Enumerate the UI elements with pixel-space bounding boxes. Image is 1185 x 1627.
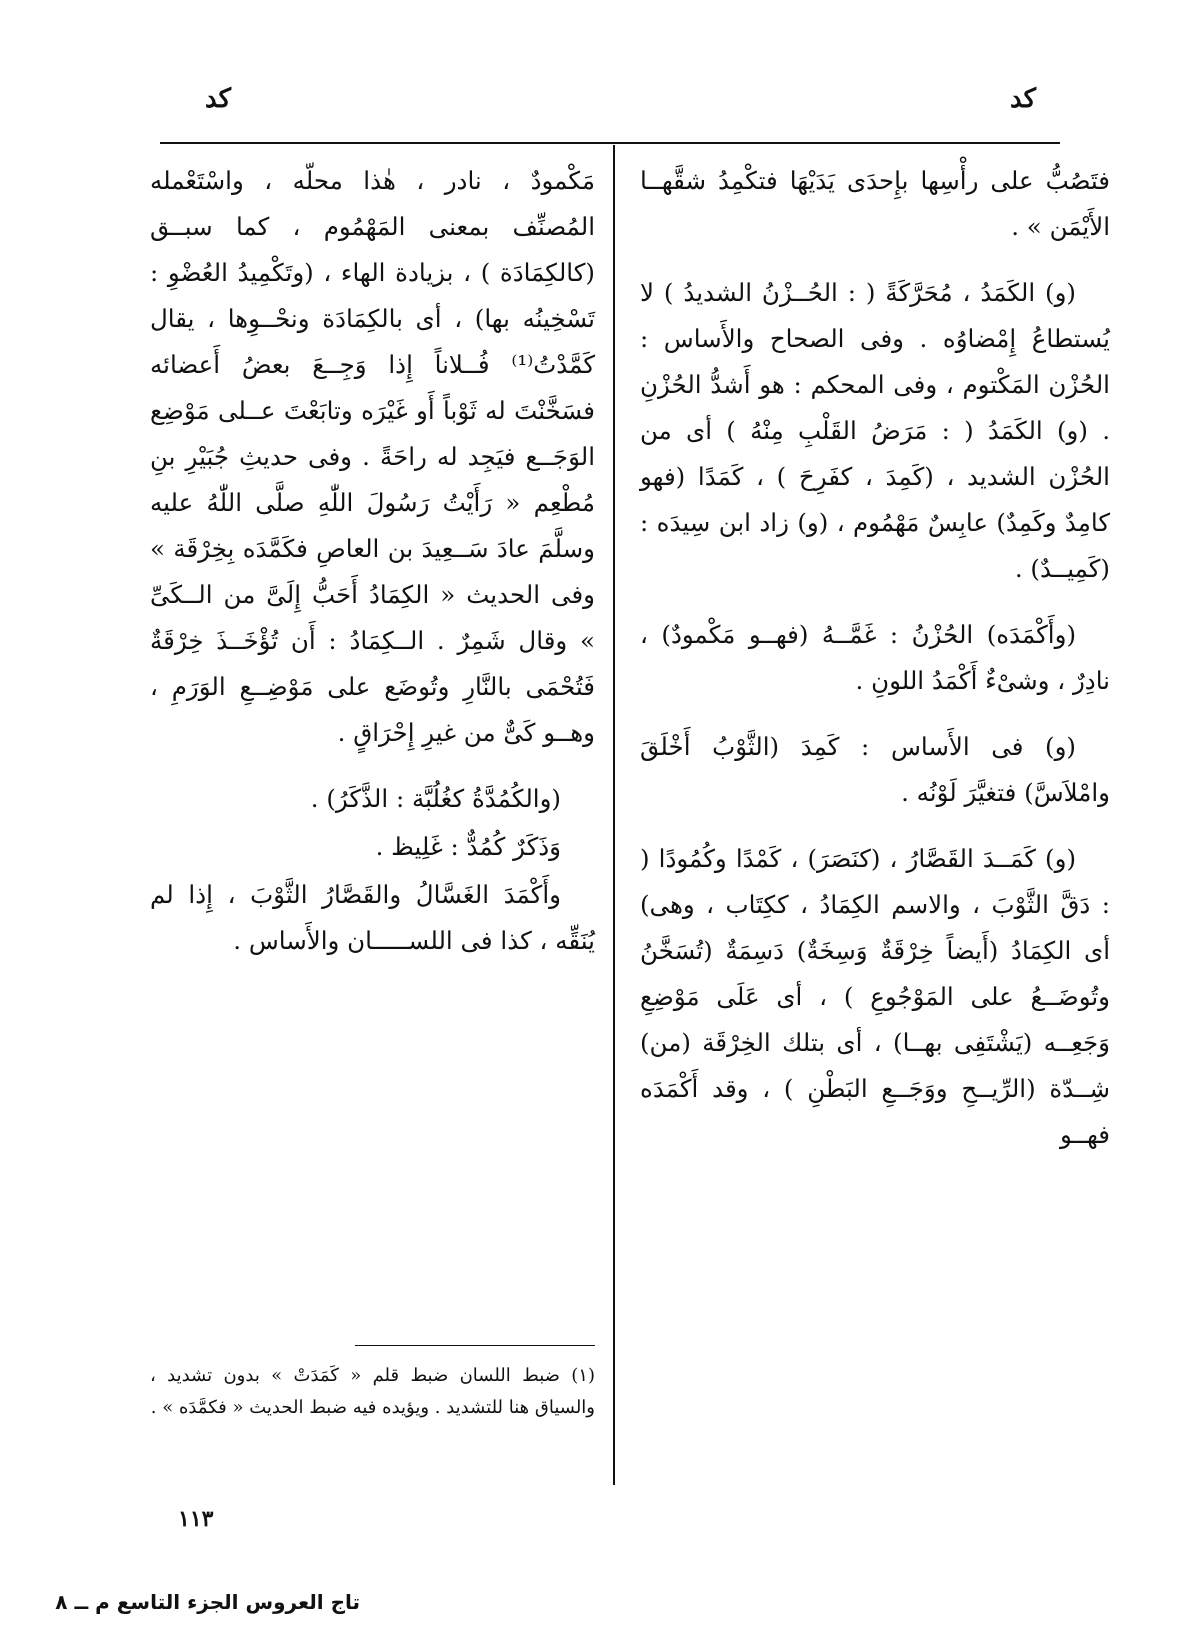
right-column bbox=[640, 158, 1110, 1178]
paragraph: (و) كَمَــدَ القَصَّارُ ، (كنَصَرَ) ، كَمْدًا وكُمُودًا ( : دَقَّ الثَّوْبَ ، والاسم الكِمَادُ ، ككِتَاب ، وهى) أى الكِمَادُ (أَيضاً خِرْقَةٌ وَسِخَةٌ) دَسِمَةٌ (تُسَخَّنُ وتُوضَــعُ على المَوْجُوعِ ) ، أى عَلَى مَوْضِعِ وَجَعِــه (يَشْتَفِى بهــا) ، أى بتلك الخِرْقَة (من) شِــدّة (الرِّيــحِ ووَجَــعِ البَطْنِ ) ، وقد أَكْمَدَه فهــو bbox=[640, 844, 1110, 1149]
column-divider bbox=[613, 145, 615, 1485]
paragraph: وأَكْمَدَ الغَسَّالُ والقَصَّارُ الثَّوْبَ ، إِذا لم يُنَقِّه ، كذا فى اللســـــان والأَساس . bbox=[150, 880, 595, 955]
running-header-left: كد bbox=[205, 84, 232, 114]
paragraph: (وأَكْمَدَه) الحُزْنُ : غَمَّــهُ (فهــو مَكْمودٌ) ، نادِرٌ ، وشىْءٌ أَكْمَدُ اللونِ . bbox=[640, 620, 1110, 695]
paragraph: (والكُمُدَّةُ كغُلُبَّة : الذَّكَرُ) . bbox=[310, 784, 561, 813]
left-column bbox=[150, 158, 595, 984]
paragraph: (و) الكَمَدُ ، مُحَرَّكَةً ( : الحُــزْنُ الشديدُ ) لا يُستطاعُ إِمْضاوُه . وفى الصحاح والأَساس : الحُزْن المَكْتوم ، وفى المحكم : هو أَشدُّ الحُزْنِ . (و) الكَمَدُ ( : مَرَضُ القَلْبِ مِنْهُ ) أى من الحُزْن الشديد ، (كَمِدَ ، كفَرِحَ ) ، كَمَدًا (فهو كامِدٌ وكَمِدٌ) عابِسٌ مَهْمُوم ، (و) زاد ابن سِيدَه : (كَمِيــدٌ) . bbox=[640, 278, 1110, 583]
footer-signature: تاج العروس الجزء التاسع م ــ ٨ bbox=[55, 1590, 360, 1614]
paragraph: وَذَكَرٌ كُمُدٌّ : غَلِيظ . bbox=[375, 832, 561, 861]
footnote: (١) ضبط اللسان ضبط قلم « كَمَدَتْ » بدون تشديد ، والسياق هنا للتشديد . ويؤيده فيه ضبط الحديث « فكمَّدَه » . bbox=[150, 1365, 595, 1418]
footnote-rule bbox=[355, 1345, 595, 1346]
paragraph: مَكْمودٌ ، نادر ، هٰذا محلّه ، واسْتَعْمله المُصنِّف بمعنى المَهْمُوم ، كما سبــق (كالكِمَادَة ) ، بزيادة الهاء ، (وتَكْمِيدُ العُضْوِ : تَسْخِينُه بها) ، أى بالكِمَادَة ونحْــوِها ، يقال كَمَّدْتُ⁽¹⁾ فُــلاناً إِذا وَجِــعَ بعضُ أَعضائه فسَخَّنْتَ له ثَوْباً أَو غَيْرَه وتابَعْتَ عــلى مَوْضِع الوَجَــع فيَجِد له راحَةً . وفى حديثِ جُبَيْرِ بنِ مُطْعِم « رَأَيْتُ رَسُولَ اللّٰهِ صلَّى اللّٰهُ عليه وسلَّمَ عادَ سَــعِيدَ بن العاصِ فكَمَّدَه بِخِرْقَة » وفى الحديث « الكِمَادُ أَحَبُّ إِلَىَّ من الــكَىِّ » وقال شَمِرٌ . الــكِمَادُ : أَن تُؤْخَــذَ خِرْقَةٌ فَتُحْمَى بالنَّارِ وتُوضَع على مَوْضِــعِ الوَرَمِ ، وهــو كَىٌّ من غيرِ إِحْرَاقٍ . bbox=[150, 166, 595, 747]
running-header-right: كد bbox=[1010, 84, 1037, 114]
paragraph: فتَصُبُّ على رأْسِها بإِحدَى يَدَيْهَا فتكْمِدُ شقَّهــا الأَيْمَن » . bbox=[640, 166, 1110, 241]
paragraph: (و) فى الأَساس : كَمِدَ (الثَّوْبُ أَخْلَقَ وامْلاَسَّ) فتغيَّرَ لَوْنُه . bbox=[640, 732, 1110, 807]
header-rule bbox=[160, 142, 1060, 144]
page-number: ١١٣ bbox=[178, 1506, 214, 1532]
